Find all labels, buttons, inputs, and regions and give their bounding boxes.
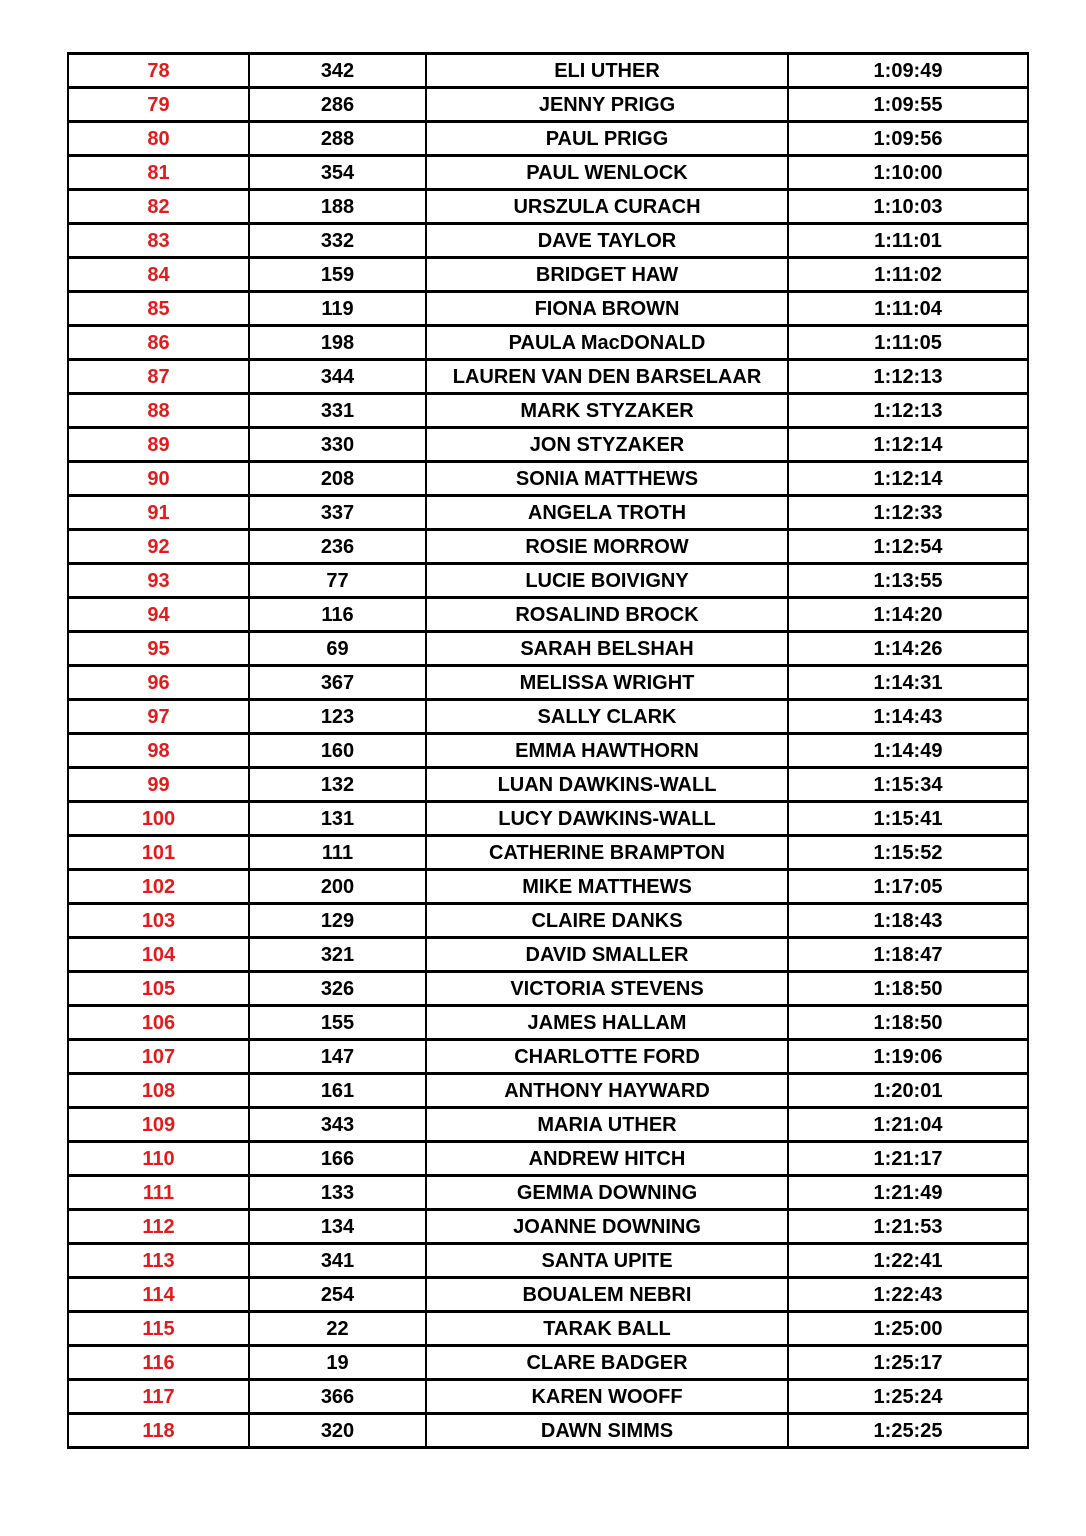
table-row	[68, 1108, 1028, 1142]
name-cell: TARAK BALL	[426, 1312, 788, 1346]
time-cell: 1:22:43	[788, 1278, 1028, 1312]
table-row	[68, 632, 1028, 666]
bib-cell: 366	[249, 1380, 426, 1414]
position-cell: 106	[68, 1006, 249, 1040]
name-cell: LUAN DAWKINS-WALL	[426, 768, 788, 802]
bib-cell: 198	[249, 326, 426, 360]
name-cell: DAWN SIMMS	[426, 1414, 788, 1448]
time-cell: 1:15:52	[788, 836, 1028, 870]
table-row	[68, 224, 1028, 258]
table-row	[68, 734, 1028, 768]
name-cell: LUCY DAWKINS-WALL	[426, 802, 788, 836]
position-cell: 79	[68, 88, 249, 122]
name-cell: URSZULA CURACH	[426, 190, 788, 224]
time-cell: 1:11:01	[788, 224, 1028, 258]
name-cell: CLAIRE DANKS	[426, 904, 788, 938]
time-cell: 1:09:49	[788, 54, 1028, 88]
race-results-body	[68, 54, 1028, 1448]
position-cell: 107	[68, 1040, 249, 1074]
table-row	[68, 88, 1028, 122]
name-cell: JOANNE DOWNING	[426, 1210, 788, 1244]
time-cell: 1:22:41	[788, 1244, 1028, 1278]
position-cell: 104	[68, 938, 249, 972]
table-row	[68, 1278, 1028, 1312]
name-cell: ANTHONY HAYWARD	[426, 1074, 788, 1108]
name-cell: CATHERINE BRAMPTON	[426, 836, 788, 870]
position-cell: 78	[68, 54, 249, 88]
bib-cell: 134	[249, 1210, 426, 1244]
name-cell: PAUL PRIGG	[426, 122, 788, 156]
bib-cell: 354	[249, 156, 426, 190]
table-row	[68, 1006, 1028, 1040]
name-cell: EMMA HAWTHORN	[426, 734, 788, 768]
name-cell: CLARE BADGER	[426, 1346, 788, 1380]
bib-cell: 286	[249, 88, 426, 122]
position-cell: 92	[68, 530, 249, 564]
table-row	[68, 1040, 1028, 1074]
time-cell: 1:25:25	[788, 1414, 1028, 1448]
table-row	[68, 1210, 1028, 1244]
time-cell: 1:21:17	[788, 1142, 1028, 1176]
name-cell: PAULA MacDONALD	[426, 326, 788, 360]
time-cell: 1:21:49	[788, 1176, 1028, 1210]
position-cell: 116	[68, 1346, 249, 1380]
name-cell: BRIDGET HAW	[426, 258, 788, 292]
position-cell: 111	[68, 1176, 249, 1210]
bib-cell: 123	[249, 700, 426, 734]
time-cell: 1:12:54	[788, 530, 1028, 564]
position-cell: 117	[68, 1380, 249, 1414]
time-cell: 1:20:01	[788, 1074, 1028, 1108]
table-row	[68, 54, 1028, 88]
name-cell: FIONA BROWN	[426, 292, 788, 326]
table-row	[68, 1380, 1028, 1414]
name-cell: DAVE TAYLOR	[426, 224, 788, 258]
position-cell: 87	[68, 360, 249, 394]
bib-cell: 200	[249, 870, 426, 904]
time-cell: 1:18:47	[788, 938, 1028, 972]
table-row	[68, 564, 1028, 598]
bib-cell: 344	[249, 360, 426, 394]
time-cell: 1:14:26	[788, 632, 1028, 666]
position-cell: 91	[68, 496, 249, 530]
position-cell: 80	[68, 122, 249, 156]
table-row	[68, 870, 1028, 904]
table-row	[68, 1244, 1028, 1278]
position-cell: 81	[68, 156, 249, 190]
time-cell: 1:13:55	[788, 564, 1028, 598]
position-cell: 85	[68, 292, 249, 326]
time-cell: 1:10:00	[788, 156, 1028, 190]
bib-cell: 236	[249, 530, 426, 564]
position-cell: 112	[68, 1210, 249, 1244]
bib-cell: 341	[249, 1244, 426, 1278]
time-cell: 1:11:05	[788, 326, 1028, 360]
time-cell: 1:15:41	[788, 802, 1028, 836]
bib-cell: 129	[249, 904, 426, 938]
bib-cell: 332	[249, 224, 426, 258]
name-cell: CHARLOTTE FORD	[426, 1040, 788, 1074]
table-row	[68, 904, 1028, 938]
position-cell: 95	[68, 632, 249, 666]
position-cell: 115	[68, 1312, 249, 1346]
table-row	[68, 700, 1028, 734]
table-row	[68, 462, 1028, 496]
table-row	[68, 972, 1028, 1006]
bib-cell: 116	[249, 598, 426, 632]
position-cell: 110	[68, 1142, 249, 1176]
time-cell: 1:21:53	[788, 1210, 1028, 1244]
time-cell: 1:18:50	[788, 1006, 1028, 1040]
time-cell: 1:15:34	[788, 768, 1028, 802]
name-cell: MARK STYZAKER	[426, 394, 788, 428]
table-row	[68, 326, 1028, 360]
position-cell: 109	[68, 1108, 249, 1142]
position-cell: 98	[68, 734, 249, 768]
time-cell: 1:09:56	[788, 122, 1028, 156]
bib-cell: 326	[249, 972, 426, 1006]
position-cell: 90	[68, 462, 249, 496]
table-row	[68, 598, 1028, 632]
table-row	[68, 1346, 1028, 1380]
bib-cell: 188	[249, 190, 426, 224]
time-cell: 1:17:05	[788, 870, 1028, 904]
bib-cell: 254	[249, 1278, 426, 1312]
position-cell: 114	[68, 1278, 249, 1312]
table-row	[68, 802, 1028, 836]
bib-cell: 330	[249, 428, 426, 462]
race-results-table	[67, 52, 1029, 1449]
table-row	[68, 1176, 1028, 1210]
name-cell: SONIA MATTHEWS	[426, 462, 788, 496]
time-cell: 1:18:50	[788, 972, 1028, 1006]
bib-cell: 133	[249, 1176, 426, 1210]
time-cell: 1:14:43	[788, 700, 1028, 734]
time-cell: 1:25:17	[788, 1346, 1028, 1380]
name-cell: ROSIE MORROW	[426, 530, 788, 564]
bib-cell: 337	[249, 496, 426, 530]
name-cell: JAMES HALLAM	[426, 1006, 788, 1040]
time-cell: 1:12:14	[788, 462, 1028, 496]
time-cell: 1:12:14	[788, 428, 1028, 462]
time-cell: 1:12:13	[788, 360, 1028, 394]
position-cell: 84	[68, 258, 249, 292]
name-cell: SALLY CLARK	[426, 700, 788, 734]
table-row	[68, 496, 1028, 530]
position-cell: 99	[68, 768, 249, 802]
table-row	[68, 156, 1028, 190]
table-row	[68, 360, 1028, 394]
bib-cell: 166	[249, 1142, 426, 1176]
position-cell: 102	[68, 870, 249, 904]
time-cell: 1:14:20	[788, 598, 1028, 632]
time-cell: 1:10:03	[788, 190, 1028, 224]
position-cell: 108	[68, 1074, 249, 1108]
bib-cell: 69	[249, 632, 426, 666]
position-cell: 82	[68, 190, 249, 224]
position-cell: 101	[68, 836, 249, 870]
name-cell: MELISSA WRIGHT	[426, 666, 788, 700]
bib-cell: 22	[249, 1312, 426, 1346]
bib-cell: 321	[249, 938, 426, 972]
position-cell: 118	[68, 1414, 249, 1448]
bib-cell: 160	[249, 734, 426, 768]
table-row	[68, 768, 1028, 802]
position-cell: 86	[68, 326, 249, 360]
bib-cell: 367	[249, 666, 426, 700]
table-row	[68, 394, 1028, 428]
table-row	[68, 190, 1028, 224]
table-row	[68, 836, 1028, 870]
name-cell: VICTORIA STEVENS	[426, 972, 788, 1006]
table-row	[68, 428, 1028, 462]
time-cell: 1:14:31	[788, 666, 1028, 700]
bib-cell: 161	[249, 1074, 426, 1108]
position-cell: 100	[68, 802, 249, 836]
table-row	[68, 1414, 1028, 1448]
time-cell: 1:14:49	[788, 734, 1028, 768]
bib-cell: 208	[249, 462, 426, 496]
time-cell: 1:18:43	[788, 904, 1028, 938]
name-cell: SANTA UPITE	[426, 1244, 788, 1278]
name-cell: PAUL WENLOCK	[426, 156, 788, 190]
time-cell: 1:11:02	[788, 258, 1028, 292]
position-cell: 96	[68, 666, 249, 700]
table-row	[68, 1142, 1028, 1176]
time-cell: 1:12:33	[788, 496, 1028, 530]
position-cell: 88	[68, 394, 249, 428]
bib-cell: 320	[249, 1414, 426, 1448]
name-cell: MIKE MATTHEWS	[426, 870, 788, 904]
name-cell: KAREN WOOFF	[426, 1380, 788, 1414]
position-cell: 94	[68, 598, 249, 632]
name-cell: JON STYZAKER	[426, 428, 788, 462]
name-cell: GEMMA DOWNING	[426, 1176, 788, 1210]
table-row	[68, 258, 1028, 292]
bib-cell: 342	[249, 54, 426, 88]
name-cell: DAVID SMALLER	[426, 938, 788, 972]
bib-cell: 159	[249, 258, 426, 292]
position-cell: 93	[68, 564, 249, 598]
name-cell: ANDREW HITCH	[426, 1142, 788, 1176]
time-cell: 1:25:24	[788, 1380, 1028, 1414]
table-row	[68, 1312, 1028, 1346]
table-row	[68, 1074, 1028, 1108]
name-cell: ELI UTHER	[426, 54, 788, 88]
bib-cell: 155	[249, 1006, 426, 1040]
position-cell: 103	[68, 904, 249, 938]
bib-cell: 19	[249, 1346, 426, 1380]
position-cell: 105	[68, 972, 249, 1006]
table-row	[68, 938, 1028, 972]
time-cell: 1:11:04	[788, 292, 1028, 326]
bib-cell: 331	[249, 394, 426, 428]
time-cell: 1:25:00	[788, 1312, 1028, 1346]
name-cell: JENNY PRIGG	[426, 88, 788, 122]
name-cell: BOUALEM NEBRI	[426, 1278, 788, 1312]
time-cell: 1:09:55	[788, 88, 1028, 122]
bib-cell: 147	[249, 1040, 426, 1074]
name-cell: LAUREN VAN DEN BARSELAAR	[426, 360, 788, 394]
name-cell: LUCIE BOIVIGNY	[426, 564, 788, 598]
name-cell: MARIA UTHER	[426, 1108, 788, 1142]
position-cell: 83	[68, 224, 249, 258]
name-cell: ROSALIND BROCK	[426, 598, 788, 632]
table-row	[68, 530, 1028, 564]
bib-cell: 111	[249, 836, 426, 870]
bib-cell: 131	[249, 802, 426, 836]
time-cell: 1:21:04	[788, 1108, 1028, 1142]
position-cell: 97	[68, 700, 249, 734]
bib-cell: 288	[249, 122, 426, 156]
time-cell: 1:12:13	[788, 394, 1028, 428]
bib-cell: 77	[249, 564, 426, 598]
name-cell: SARAH BELSHAH	[426, 632, 788, 666]
bib-cell: 343	[249, 1108, 426, 1142]
time-cell: 1:19:06	[788, 1040, 1028, 1074]
table-row	[68, 292, 1028, 326]
table-row	[68, 122, 1028, 156]
name-cell: ANGELA TROTH	[426, 496, 788, 530]
position-cell: 89	[68, 428, 249, 462]
position-cell: 113	[68, 1244, 249, 1278]
bib-cell: 119	[249, 292, 426, 326]
bib-cell: 132	[249, 768, 426, 802]
table-row	[68, 666, 1028, 700]
